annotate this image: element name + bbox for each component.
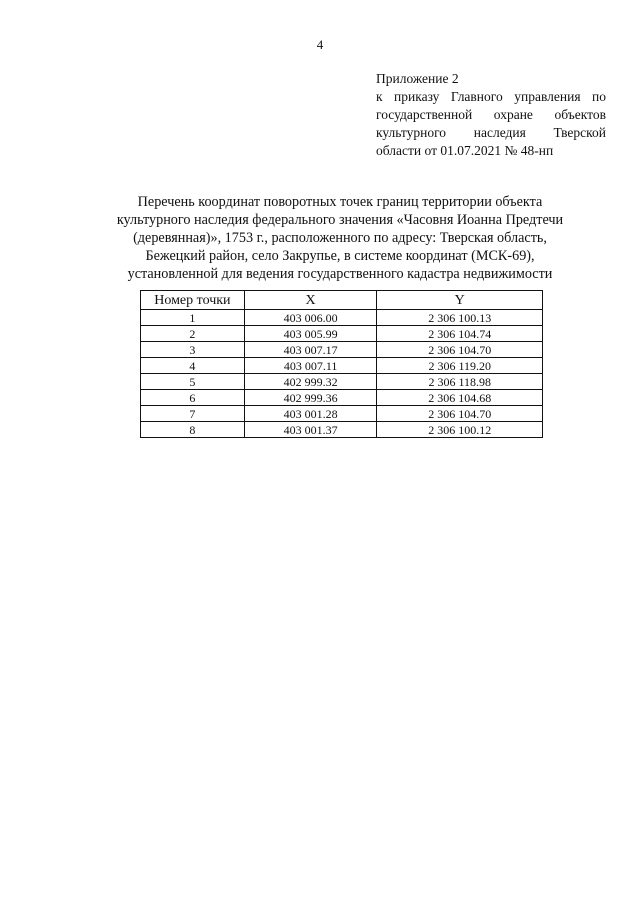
cell-y: 2 306 104.70	[377, 342, 543, 358]
cell-y: 2 306 104.68	[377, 390, 543, 406]
cell-y: 2 306 104.74	[377, 326, 543, 342]
cell-point-number: 8	[141, 422, 245, 438]
cell-point-number: 3	[141, 342, 245, 358]
appendix-line: государственной охране объектов	[376, 107, 606, 122]
cell-point-number: 5	[141, 374, 245, 390]
cell-x: 403 006.00	[244, 310, 377, 326]
table-row	[141, 342, 543, 358]
title-line: культурного наследия федерального значения «Часовня Иоанна Предтечи	[116, 212, 564, 228]
document-title	[100, 193, 580, 283]
header-y: Y	[377, 291, 543, 310]
cell-point-number: 1	[141, 310, 245, 326]
appendix-line: Приложение 2	[376, 71, 459, 86]
cell-y: 2 306 118.98	[377, 374, 543, 390]
cell-point-number: 7	[141, 406, 245, 422]
coordinates-table	[140, 290, 543, 438]
appendix-header	[376, 70, 606, 160]
cell-point-number: 4	[141, 358, 245, 374]
cell-y: 2 306 104.70	[377, 406, 543, 422]
table-row	[141, 422, 543, 438]
appendix-line: к приказу Главного управления по	[376, 89, 606, 104]
cell-x: 403 005.99	[244, 326, 377, 342]
cell-x: 403 001.37	[244, 422, 377, 438]
cell-x: 402 999.32	[244, 374, 377, 390]
table-row	[141, 390, 543, 406]
page-number: 4	[316, 37, 324, 52]
title-line: установленной для ведения государственного кадастра недвижимости	[127, 266, 553, 282]
table-row	[141, 406, 543, 422]
appendix-line: культурного наследия Тверской	[376, 125, 606, 140]
title-line: Бежецкий район, село Закрупье, в системе координат (МСК-69),	[145, 248, 535, 264]
table-row	[141, 358, 543, 374]
cell-x: 403 007.11	[244, 358, 377, 374]
cell-x: 402 999.36	[244, 390, 377, 406]
cell-y: 2 306 100.12	[377, 422, 543, 438]
cell-x: 403 001.28	[244, 406, 377, 422]
cell-x: 403 007.17	[244, 342, 377, 358]
appendix-line: области от 01.07.2021 № 48-нп	[376, 143, 554, 158]
table-row	[141, 326, 543, 342]
title-line: (деревянная)», 1753 г., расположенного по адресу: Тверская область,	[133, 230, 547, 246]
cell-y: 2 306 119.20	[377, 358, 543, 374]
cell-point-number: 6	[141, 390, 245, 406]
table-header-row	[141, 291, 543, 310]
cell-y: 2 306 100.13	[377, 310, 543, 326]
table-row	[141, 374, 543, 390]
header-point-number: Номер точки	[141, 291, 245, 310]
table-row	[141, 310, 543, 326]
header-x: X	[244, 291, 377, 310]
cell-point-number: 2	[141, 326, 245, 342]
title-line: Перечень координат поворотных точек границ территории объекта	[137, 194, 543, 210]
